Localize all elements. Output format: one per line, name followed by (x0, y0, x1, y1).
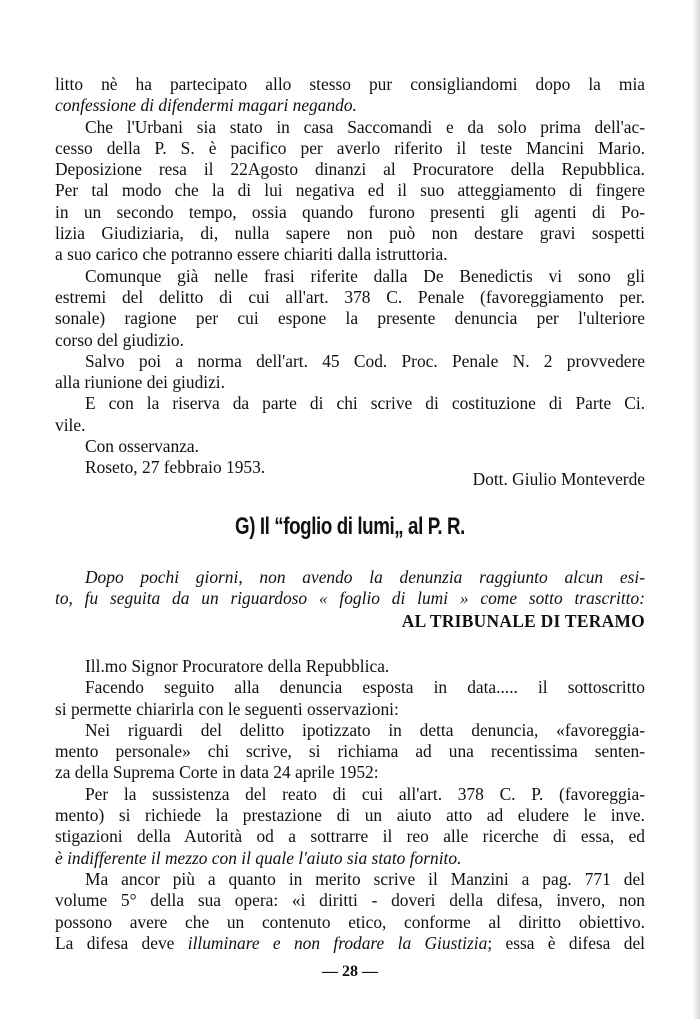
text-line: alla riunione dei giudizi. (55, 372, 225, 393)
page-number: — 28 — (322, 963, 378, 980)
text-line: litto nè ha partecipato allo stesso pur consigliandomi dopo la mia (55, 74, 645, 94)
text-line: vile. (55, 414, 86, 435)
addressee-heading: AL TRIBUNALE DI TERAMO (401, 611, 645, 631)
intro-text (55, 567, 645, 610)
text-line: stigazioni della Autorità od a sottrarre il reo alle ricerche di essa, ed (55, 826, 645, 847)
letter-text (55, 656, 645, 954)
page-edge-shadow (692, 0, 700, 1019)
text-line: Ill.mo Signor Procuratore della Repubblica. (85, 656, 390, 676)
text-line: mento) si richiede la prestazione di un aiuto atto ad eludere le inve. (55, 805, 645, 826)
text-line: si permette chiarirla con le seguenti osservazioni: (55, 698, 399, 719)
text-line: sonale) ragione per cui espone la presente denuncia per l'ulteriore (55, 308, 645, 329)
text-line: lizia Giudiziaria, di, nulla sapere non può non destare gravi sospetti (55, 223, 645, 244)
text-line: Roseto, 27 febbraio 1953. (85, 457, 266, 478)
text-line: to, fu seguita da un riguardoso « foglio di lumi » come sotto trascritto: (55, 588, 645, 609)
text-line: possono avere che un contenuto etico, conforme al diritto obiettivo. (55, 911, 645, 932)
text-line: volume 5° della sua opera: «i diritti - doveri della difesa, invero, non (55, 890, 645, 911)
text-line: Per tal modo che la di lui negativa ed il suo atteggiamento di fingere (55, 180, 645, 201)
section-title: G) Il “foglio di lumi„ al P. R. (235, 513, 465, 540)
text-line: estremi del delitto di cui all'art. 378 C. Penale (favoreggiamento per. (55, 286, 645, 307)
text-line: a suo carico che potranno essere chiariti dalla istruttoria. (55, 244, 448, 265)
text-line: Facendo seguito alla denuncia esposta in data..... il sottoscritto (85, 677, 645, 698)
text-line: Con osservanza. (85, 436, 199, 457)
text-line: za della Suprema Corte in data 24 aprile 1952: (55, 762, 379, 783)
text-line: Che l'Urbani sia stato in casa Saccomandi e da solo prima dell'ac- (85, 116, 645, 137)
text-line: Ma ancor più a quanto in merito scrive il Manzini a pag. 771 del (85, 868, 645, 889)
text-line: Comunque già nelle frasi riferite dalla De Benedictis vi sono gli (85, 265, 645, 286)
text-line: è indifferente il mezzo con il quale l'aiuto sia stato fornito. (55, 847, 462, 868)
text-line: confessione di difendermi magari negando. (55, 95, 357, 116)
text-line: Nei riguardi del delitto ipotizzato in detta denuncia, «favoreggia- (85, 719, 645, 740)
text-line: in un secondo tempo, ossia quando furono presenti gli agenti di Po- (55, 201, 645, 222)
text-line: corso del giudizio. (55, 329, 184, 350)
signature: Dott. Giulio Monteverde (472, 469, 645, 489)
text-line: mento personale» chi scrive, si richiama ad una recentissima senten- (55, 741, 645, 762)
text-line: Dopo pochi giorni, non avendo la denunzia raggiunto alcun esi- (85, 567, 645, 587)
text-line: Deposizione resa il 22Agosto dinanzi al Procuratore della Repubblica. (55, 159, 645, 180)
text-line: Per la sussistenza del reato di cui all'art. 378 C. P. (favoreggia- (85, 783, 645, 804)
text-line: Salvo poi a norma dell'art. 45 Cod. Proc. Penale N. 2 provvedere (85, 350, 645, 371)
text-line: cesso della P. S. è pacifico per averlo riferito il teste Mancini Mario. (55, 137, 645, 158)
text-line: E con la riserva da parte di chi scrive di costituzione di Parte Ci. (85, 393, 645, 414)
body-text-top (55, 74, 645, 479)
text-line: La difesa deve illuminare e non frodare la Giustizia; essa è difesa del (55, 932, 645, 953)
